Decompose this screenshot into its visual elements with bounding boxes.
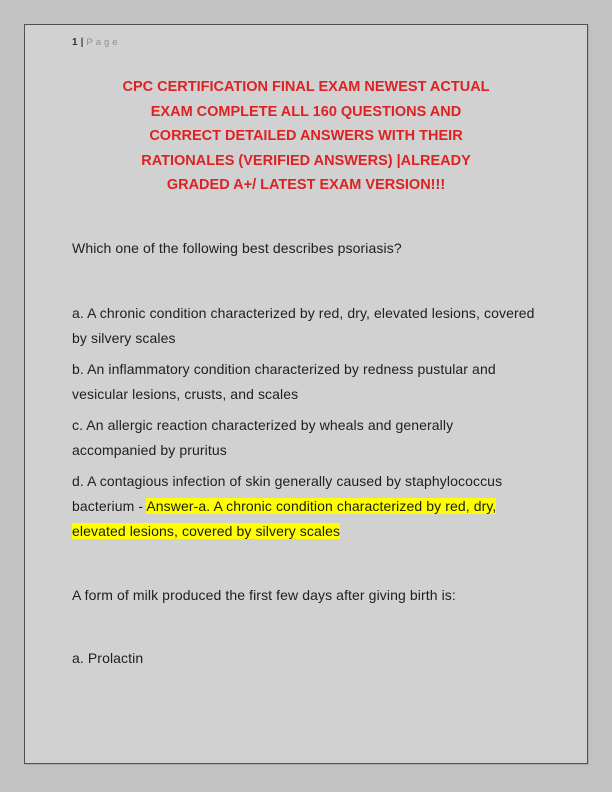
document-page	[24, 24, 588, 764]
question-1-option-d	[72, 469, 540, 544]
document-title	[72, 75, 540, 198]
question-1-option-c: c. An allergic reaction characterized by wheals and generally accompanied by pruritus	[72, 416, 454, 458]
title-line-2: EXAM COMPLETE ALL 160 QUESTIONS AND	[150, 103, 462, 120]
page-header-separator: |	[80, 37, 84, 48]
answer-highlight: Answer-a. A chronic condition characterized by red, dry, elevated lesions, covered by silvery scales	[72, 497, 497, 539]
question-2-option-a: a. Prolactin	[72, 649, 144, 666]
page-content	[25, 25, 587, 671]
question-2-text: A form of milk produced the first few days after giving birth is:	[72, 586, 456, 603]
title-line-4: RATIONALES (VERIFIED ANSWERS) |ALREADY	[141, 152, 471, 169]
title-line-3: CORRECT DETAILED ANSWERS WITH THEIR	[149, 128, 463, 144]
question-1-option-b: b. An inflammatory condition characterized by redness pustular and vesicular lesions, crusts, and scales	[72, 360, 496, 402]
option-d-text: d. A contagious infection of skin generally caused by staphylococcus bacterium -	[72, 472, 503, 514]
title-line-5: GRADED A+/ LATEST EXAM VERSION!!!	[166, 177, 446, 193]
title-line-1: CPC CERTIFICATION FINAL EXAM NEWEST ACTUAL	[122, 79, 490, 95]
page-number: 1	[72, 37, 78, 48]
question-1-text: Which one of the following best describes psoriasis?	[72, 239, 402, 256]
page-header-label: Page	[86, 37, 121, 48]
page-header	[72, 37, 540, 49]
question-1-option-a: a. A chronic condition characterized by red, dry, elevated lesions, covered by silvery scales	[72, 304, 535, 346]
